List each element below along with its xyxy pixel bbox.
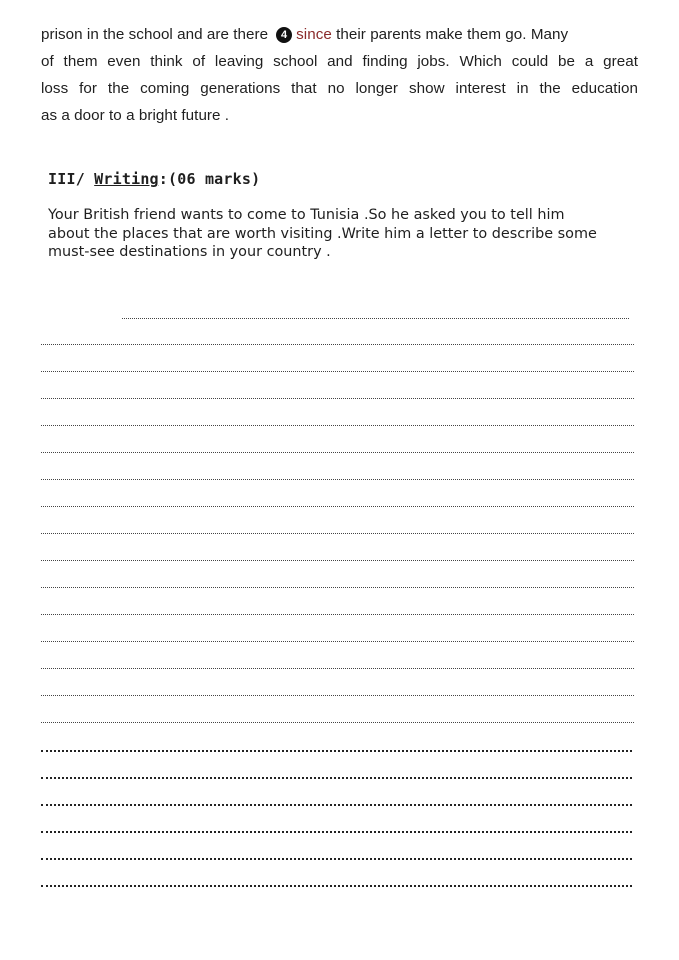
passage-text: their parents make them go. Many: [336, 26, 569, 43]
answer-line[interactable]: [41, 533, 634, 534]
answer-line[interactable]: [41, 587, 634, 588]
answer-line[interactable]: [41, 452, 634, 453]
section-title: Writing: [94, 170, 159, 188]
answer-line[interactable]: [41, 885, 632, 887]
gap-answer: since: [296, 26, 332, 43]
answer-line[interactable]: [41, 641, 634, 642]
gap-number-badge: 4: [276, 27, 292, 43]
answer-line[interactable]: [41, 560, 634, 561]
answer-line[interactable]: [122, 318, 629, 319]
answer-line[interactable]: [41, 506, 634, 507]
answer-line[interactable]: [41, 425, 634, 426]
answer-line[interactable]: [41, 777, 632, 779]
passage-line-2: of them even think of leaving school and finding jobs. Which could be a great: [41, 53, 638, 70]
answer-line[interactable]: [41, 831, 632, 833]
answer-line[interactable]: [41, 398, 634, 399]
answer-line[interactable]: [41, 750, 632, 752]
answer-line[interactable]: [41, 858, 632, 860]
section-marks: :(06 marks): [158, 170, 261, 188]
prompt-line: must-see destinations in your country .: [48, 244, 331, 260]
answer-line[interactable]: [41, 614, 634, 615]
section-numeral: III/: [48, 170, 85, 188]
answer-line[interactable]: [41, 804, 632, 806]
answer-line[interactable]: [41, 695, 634, 696]
passage-text: prison in the school and are there: [41, 26, 269, 43]
passage-line-4: as a door to a bright future .: [41, 107, 230, 124]
answer-line[interactable]: [41, 479, 634, 480]
answer-line[interactable]: [41, 344, 634, 345]
answer-line[interactable]: [41, 668, 634, 669]
prompt-line: Your British friend wants to come to Tunisia .So he asked you to tell him: [48, 207, 565, 223]
prompt-line: about the places that are worth visiting .Write him a letter to describe some: [48, 225, 597, 242]
answer-line[interactable]: [41, 371, 634, 372]
answer-line[interactable]: [41, 722, 634, 723]
passage-line-3: loss for the coming generations that no longer show interest in the education: [41, 80, 638, 97]
